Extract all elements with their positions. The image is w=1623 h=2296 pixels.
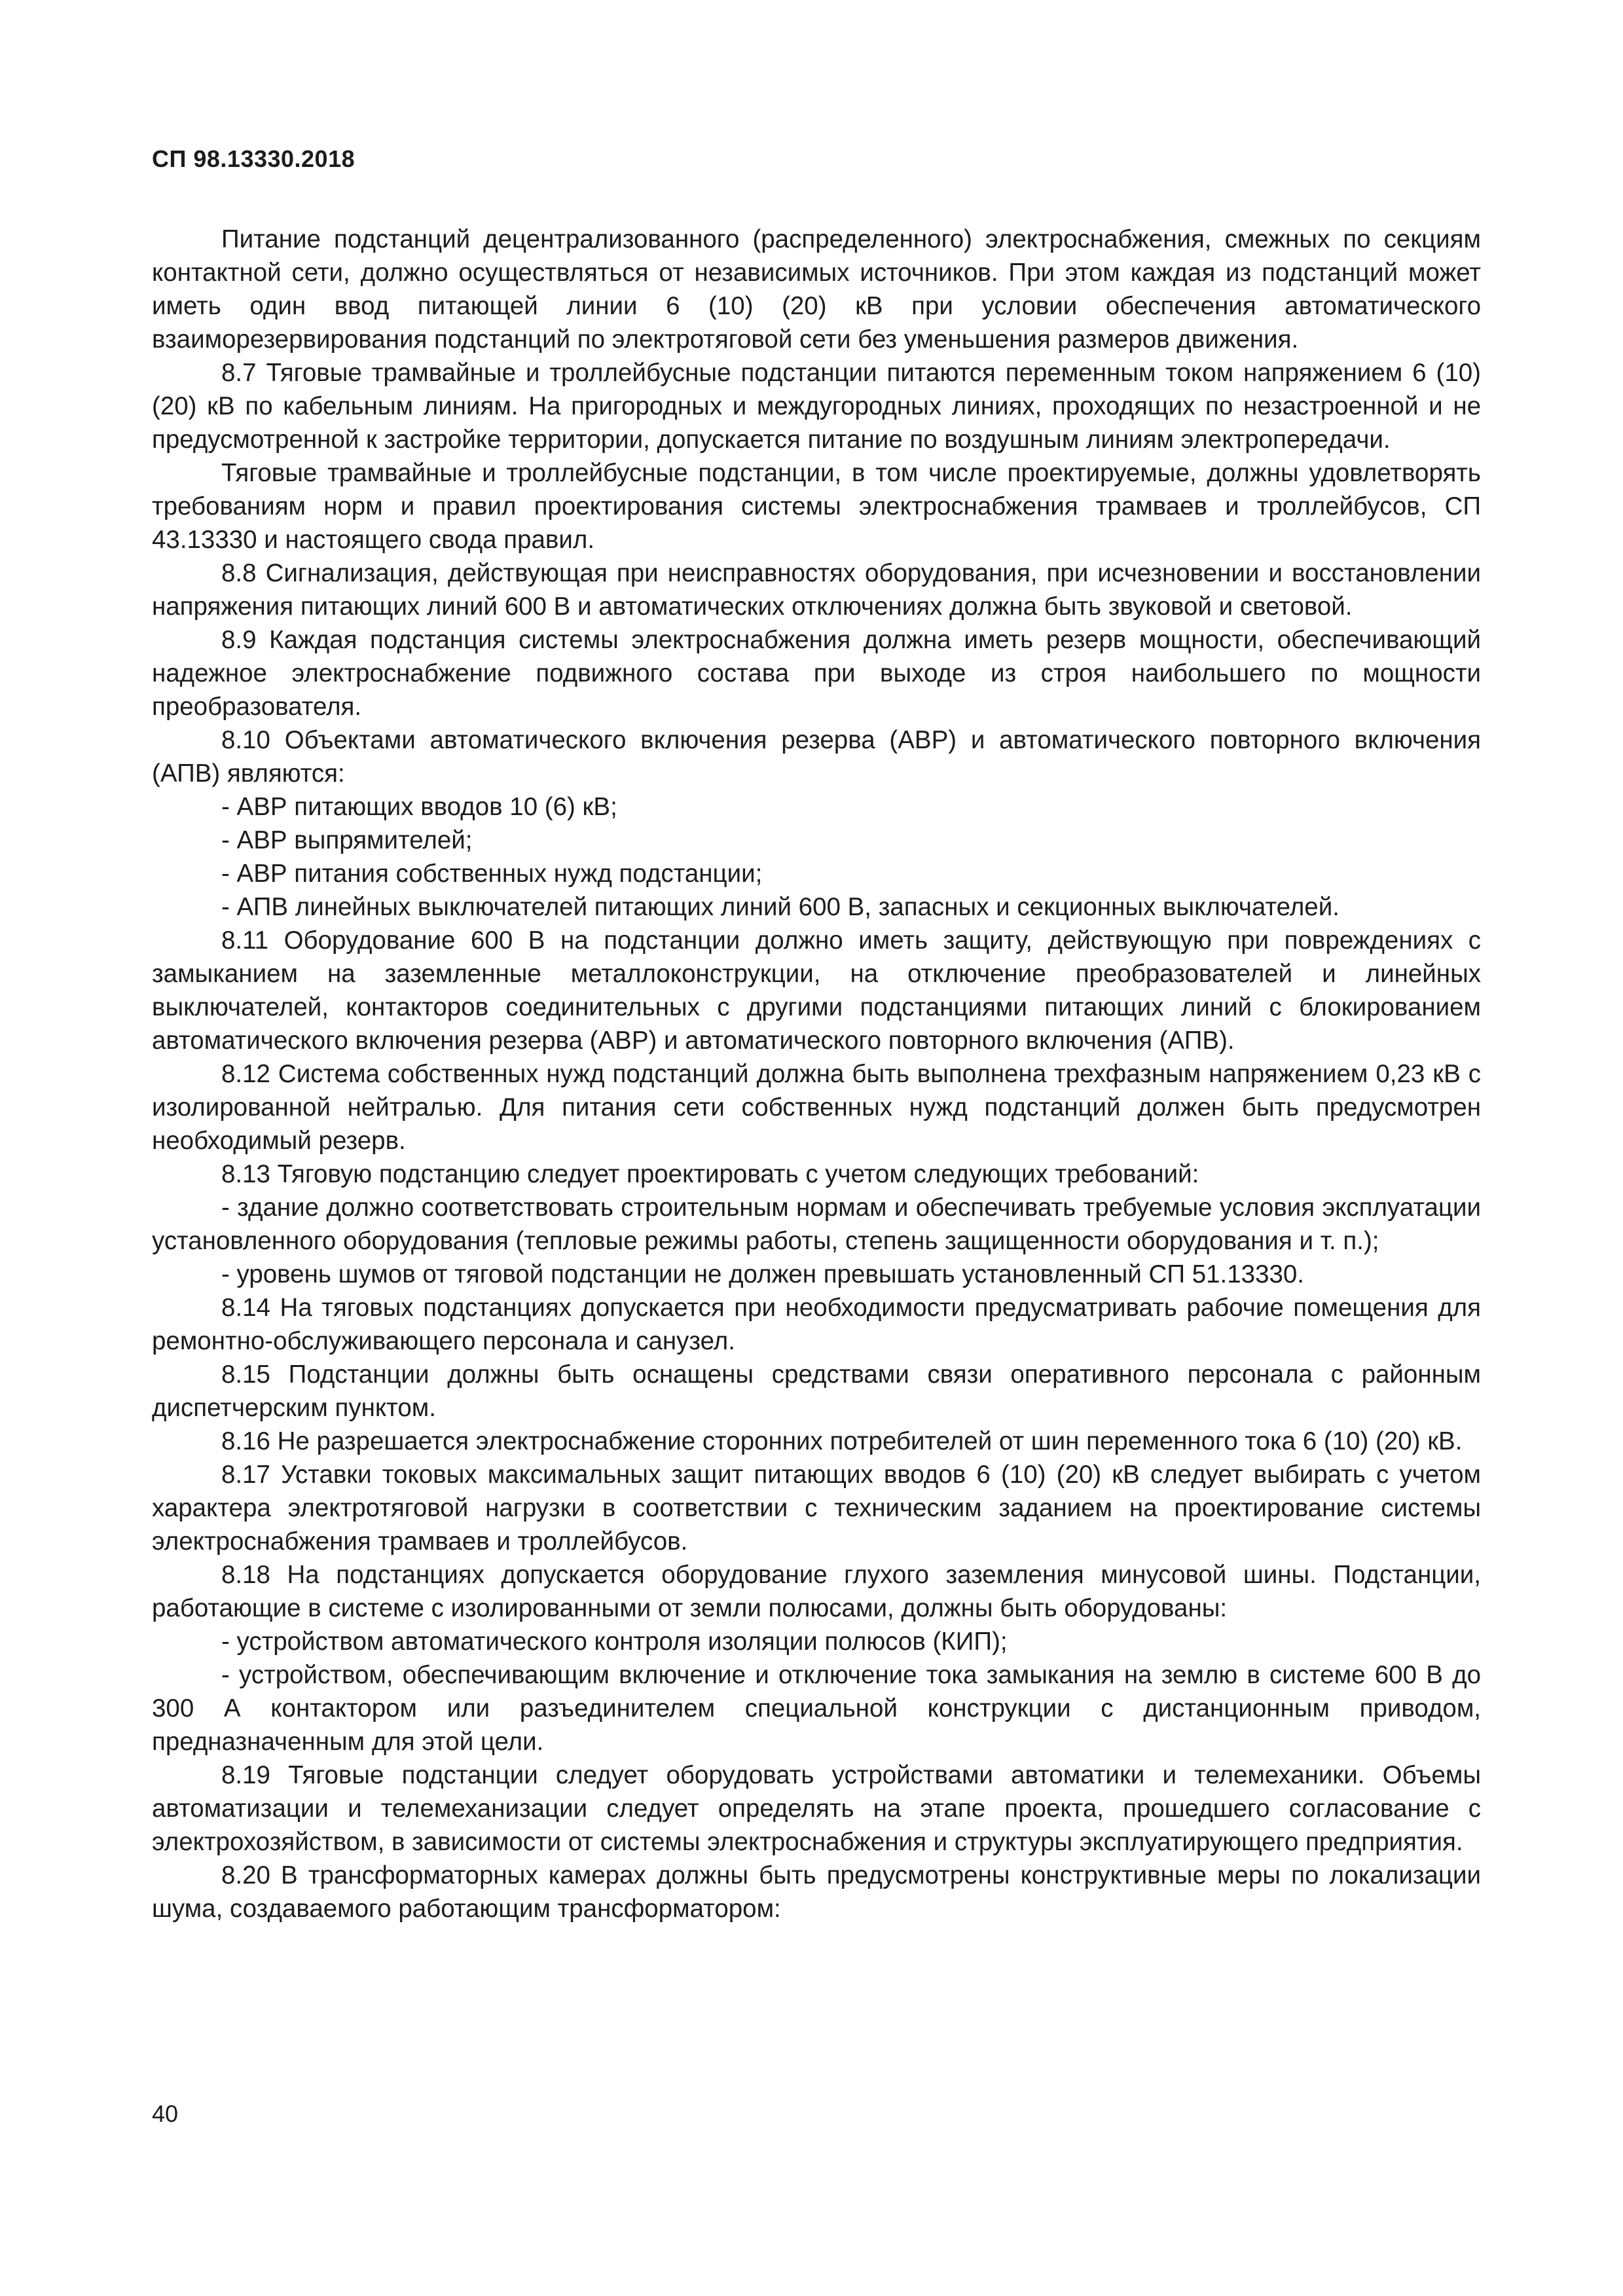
page-number: 40 [152, 2100, 179, 2127]
paragraph-8-19: 8.19 Тяговые подстанции следует оборудовать устройствами автоматики и телемеханики. Объемы автоматизации и телемеханизации следует определять на этапе проекта, прошедшего согласование с электрохозяйством, в зависимости от системы электроснабжения и структуры эксплуатирующего предприятия. [152, 1761, 1481, 1856]
list-item-8-18-b: - устройством, обеспечивающим включение и отключение тока замыкания на землю в системе 600 В до 300 А контактором или разъединителем специальной конструкции с дистанционным приводом, предназначенным для этой цели. [152, 1661, 1481, 1756]
paragraph-8-9: 8.9 Каждая подстанция системы электроснабжения должна иметь резерв мощности, обеспечивающий надежное электроснабжение подвижного состава при выходе из строя наибольшего по мощности преобразователя. [152, 626, 1481, 721]
list-item-8-10-c: - АВР питания собственных нужд подстанции; [221, 860, 763, 888]
paragraph-8-8: 8.8 Сигнализация, действующая при неисправностях оборудования, при исчезновении и восстановлении напряжения питающих линий 600 В и автоматических отключениях должна быть звуковой и световой. [152, 559, 1481, 621]
paragraph-8-7-cont: Тяговые трамвайные и троллейбусные подстанции, в том числе проектируемые, должны удовлетворять требованиям норм и правил проектирования системы электроснабжения трамваев и троллейбусов, СП 43.13330 и настоящего свода правил. [152, 459, 1481, 554]
paragraph-intro: Питание подстанций децентрализованного (распределенного) электроснабжения, смежных по секциям контактной сети, должно осуществляться от независимых источников. При этом каждая из подстанций может иметь один ввод питающей линии 6 (10) (20) кВ при условии обеспечения автоматического взаиморезервирования подстанций по электротяговой сети без уменьшения размеров движения. [152, 225, 1481, 354]
paragraph-8-17: 8.17 Уставки токовых максимальных защит питающих вводов 6 (10) (20) кВ следует выбирать с учетом характера электротяговой нагрузки в соответствии с техническим заданием на проектирование системы электроснабжения трамваев и троллейбусов. [152, 1461, 1481, 1556]
paragraph-8-13: 8.13 Тяговую подстанцию следует проектировать с учетом следующих требований: [221, 1160, 1199, 1188]
list-item-8-13-b: - уровень шумов от тяговой подстанции не должен превышать установленный СП 51.13330. [221, 1260, 1304, 1288]
list-item-8-18-a: - устройством автоматического контроля изоляции полюсов (КИП); [221, 1628, 1008, 1656]
paragraph-8-12: 8.12 Система собственных нужд подстанций должна быть выполнена трехфазным напряжением 0,23 кВ с изолированной нейтралью. Для питания сети собственных нужд подстанций должен быть предусмотрен необходимый резерв. [152, 1060, 1481, 1155]
document-code-header: СП 98.13330.2018 [152, 145, 356, 172]
document-body [152, 223, 1481, 1925]
paragraph-8-14: 8.14 На тяговых подстанциях допускается при необходимости предусматривать рабочие помещения для ремонтно-обслуживающего персонала и санузел. [152, 1294, 1481, 1355]
paragraph-8-16: 8.16 Не разрешается электроснабжение сторонних потребителей от шин переменного тока 6 (10) (20) кВ. [221, 1427, 1463, 1455]
paragraph-8-20: 8.20 В трансформаторных камерах должны быть предусмотрены конструктивные меры по локализации шума, создаваемого работающим трансформатором: [152, 1861, 1481, 1923]
paragraph-8-11: 8.11 Оборудование 600 В на подстанции должно иметь защиту, действующую при повреждениях с замыканием на заземленные металлоконструкции, на отключение преобразователей и линейных выключателей, контакторов соединительных с другими подстанциями питающих линий с блокированием автоматического включения резерва (АВР) и автоматического повторного включения (АПВ). [152, 926, 1481, 1055]
list-item-8-10-a: - АВР питающих вводов 10 (6) кВ; [221, 793, 617, 821]
paragraph-8-7: 8.7 Тяговые трамвайные и троллейбусные подстанции питаются переменным током напряжением 6 (10) (20) кВ по кабельным линиям. На пригородных и междугородных линиях, проходящих по незастроенной и не предусмотренной к застройке территории, допускается питание по воздушным линиям электропередачи. [152, 359, 1481, 454]
paragraph-8-18: 8.18 На подстанциях допускается оборудование глухого заземления минусовой шины. Подстанции, работающие в системе с изолированными от земли полюсами, должны быть оборудованы: [152, 1561, 1481, 1622]
list-item-8-13-a: - здание должно соответствовать строительным нормам и обеспечивать требуемые условия эксплуатации установленного оборудования (тепловые режимы работы, степень защищенности оборудования и т. п.); [152, 1194, 1481, 1255]
list-item-8-10-d: - АПВ линейных выключателей питающих линий 600 В, запасных и секционных выключателей. [221, 893, 1340, 921]
list-item-8-10-b: - АВР выпрямителей; [221, 826, 473, 854]
paragraph-8-15: 8.15 Подстанции должны быть оснащены средствами связи оперативного персонала с районным диспетчерским пунктом. [152, 1360, 1481, 1422]
paragraph-8-10: 8.10 Объектами автоматического включения резерва (АВР) и автоматического повторного включения (АПВ) являются: [152, 726, 1481, 788]
